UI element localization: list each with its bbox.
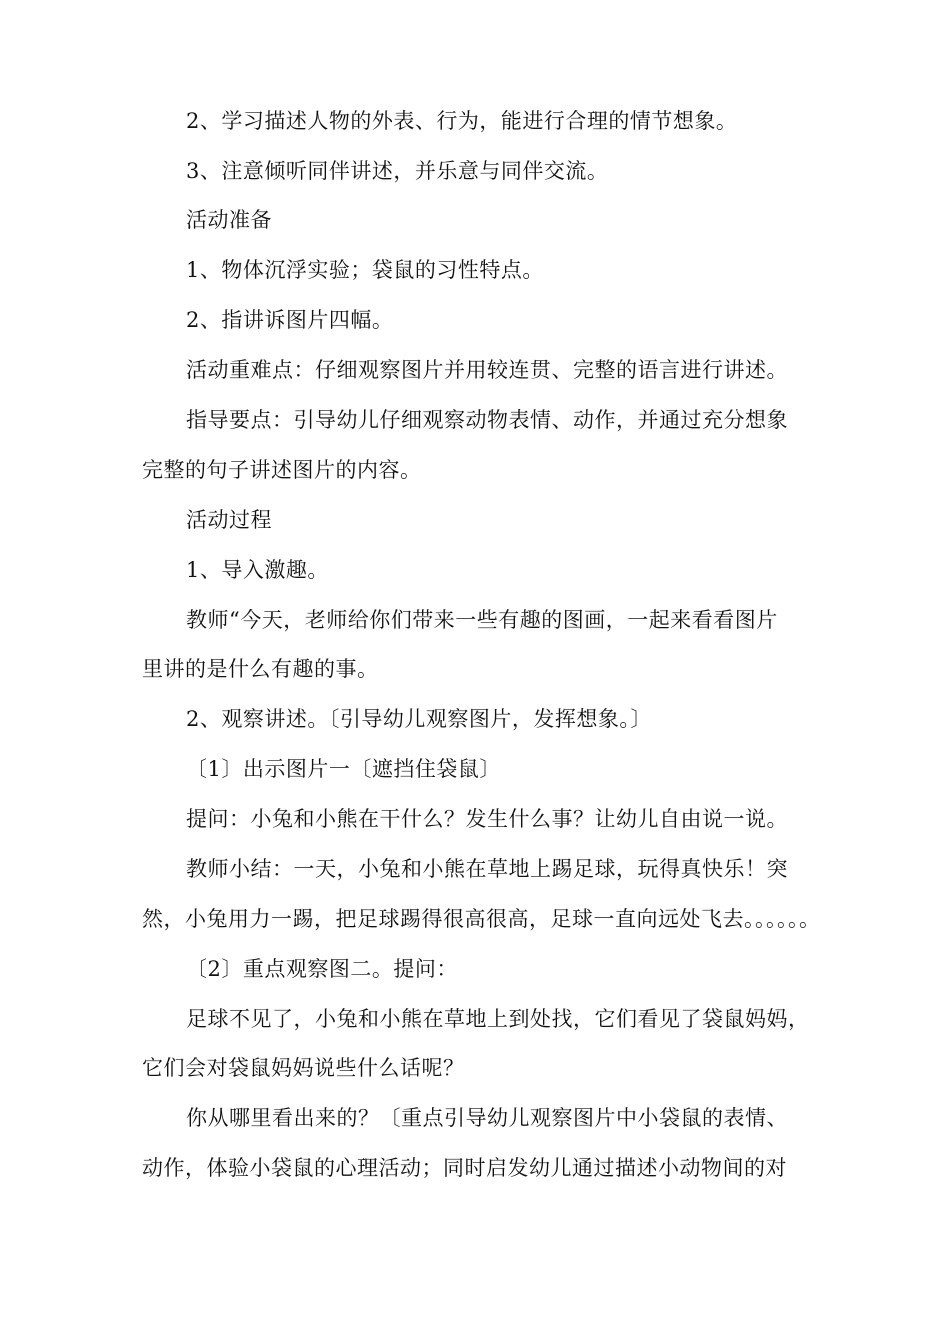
guidance-points: 指导要点：引导幼儿仔细观察动物表情、动作，并通过充分想象 xyxy=(186,408,788,432)
section-heading-preparation: 活动准备 xyxy=(186,208,272,232)
preparation-2: 2、指讲诉图片四幅。 xyxy=(186,308,394,332)
preparation-1: 1、物体沉浮实验；袋鼠的习性特点。 xyxy=(186,258,544,282)
teacher-summary-cont: 然，小兔用力一踢，把足球踢得很高很高，足球一直向远处飞去。。。。。。 xyxy=(142,907,821,931)
process-step-2: 2、观察讲述。〔引导幼儿观察图片，发挥想象。〕 xyxy=(186,707,652,731)
question-1: 提问：小兔和小熊在干什么？发生什么事？让幼儿自由说一说。 xyxy=(186,807,788,831)
picture-1: 〔1〕出示图片一〔遮挡住袋鼠〕 xyxy=(186,757,501,781)
teacher-summary: 教师小结：一天，小兔和小熊在草地上踢足球，玩得真快乐！突 xyxy=(186,857,788,881)
teacher-intro: 教师“今天，老师给你们带来一些有趣的图画，一起来看看图片 xyxy=(186,608,778,632)
objective-2: 2、学习描述人物的外表、行为，能进行合理的情节想象。 xyxy=(186,109,738,133)
question-2: 你从哪里看出来的？〔重点引导幼儿观察图片中小袋鼠的表情、 xyxy=(186,1106,788,1130)
guidance-points-cont: 完整的句子讲述图片的内容。 xyxy=(142,458,422,482)
story-text-cont: 它们会对袋鼠妈妈说些什么话呢？ xyxy=(142,1056,465,1080)
teacher-intro-cont: 里讲的是什么有趣的事。 xyxy=(142,657,379,681)
objective-3: 3、注意倾听同伴讲述，并乐意与同伴交流。 xyxy=(186,159,609,183)
picture-2: 〔2〕重点观察图二。提问： xyxy=(186,957,458,981)
story-text: 足球不见了，小兔和小熊在草地上到处找，它们看见了袋鼠妈妈， xyxy=(186,1007,810,1031)
section-heading-process: 活动过程 xyxy=(186,508,272,532)
key-difficulty: 活动重难点：仔细观察图片并用较连贯、完整的语言进行讲述。 xyxy=(186,358,788,382)
question-2-cont: 动作，体验小袋鼠的心理活动；同时启发幼儿通过描述小动物间的对 xyxy=(142,1156,787,1180)
process-step-1: 1、导入激趣。 xyxy=(186,558,329,582)
